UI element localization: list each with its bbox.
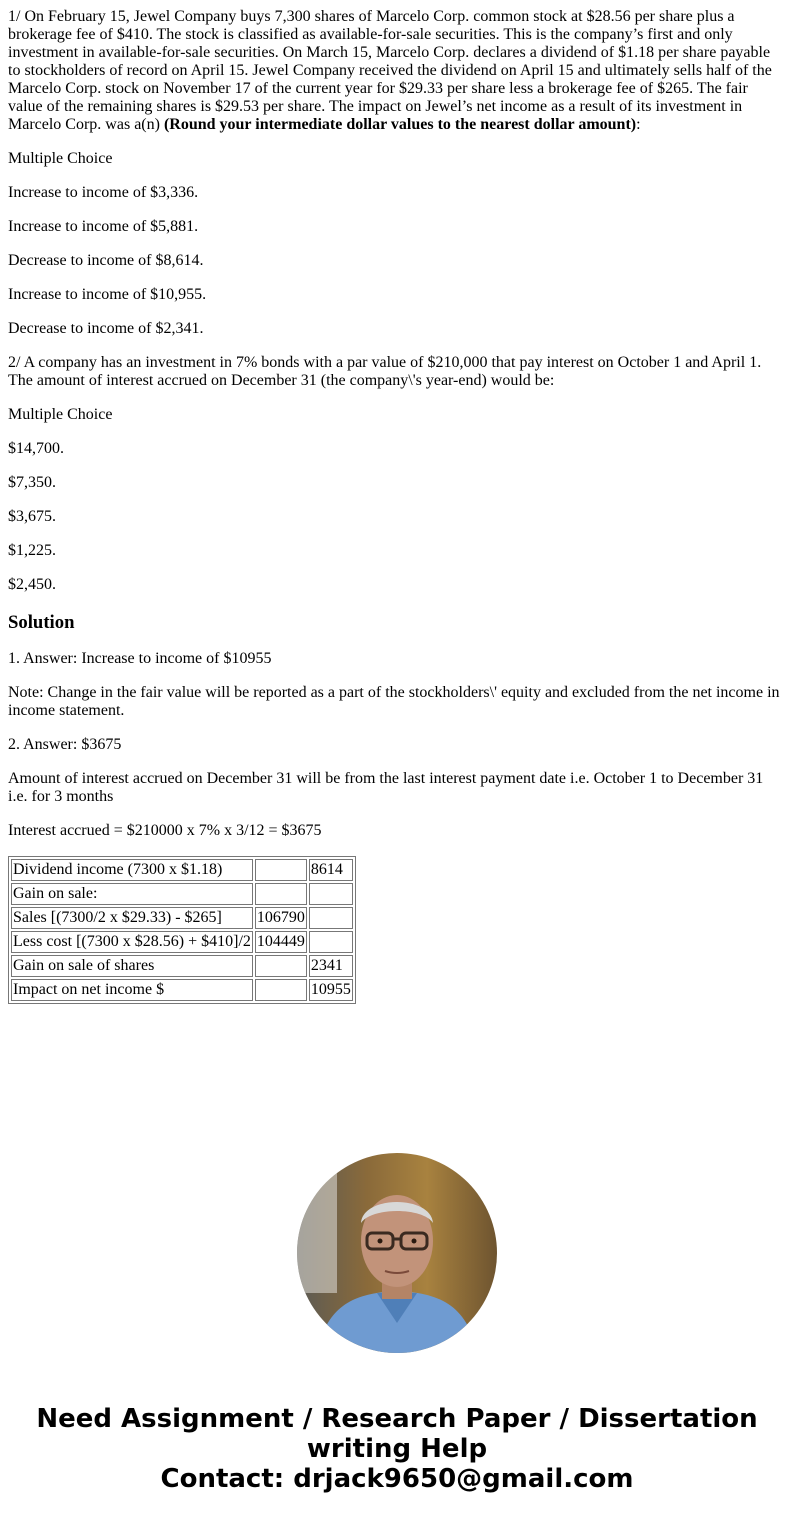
- author-photo: [297, 1153, 497, 1353]
- table-row: [11, 931, 353, 953]
- table-cell: [255, 979, 307, 1001]
- table-row: [11, 859, 353, 881]
- table-cell: Gain on sale:: [11, 883, 253, 905]
- answer-1-note: Note: Change in the fair value will be reported as a part of the stockholders\' equity and excluded from the net income in income statement.: [8, 684, 780, 719]
- contact-email: Contact: drjack9650@gmail.com: [160, 1464, 634, 1494]
- multiple-choice-label: Multiple Choice: [8, 150, 113, 167]
- table-cell: [309, 907, 353, 929]
- q1-choice: Increase to income of $3,336.: [8, 184, 199, 201]
- table-cell: 106790: [255, 907, 307, 929]
- contact-banner: [0, 1404, 794, 1494]
- q1-choice: Decrease to income of $2,341.: [8, 320, 204, 337]
- q1-choice: Decrease to income of $8,614.: [8, 252, 204, 269]
- question-2-text: 2/ A company has an investment in 7% bonds with a par value of $210,000 that pay interest on October 1 and April 1. The amount of interest accrued on December 31 (the company\'s year-end) would be:: [8, 354, 762, 389]
- q2-choice: $2,450.: [8, 576, 56, 593]
- table-cell: [309, 883, 353, 905]
- q2-choice: $3,675.: [8, 508, 56, 525]
- table-cell: Gain on sale of shares: [11, 955, 253, 977]
- table-row: [11, 955, 353, 977]
- table-cell: 8614: [309, 859, 353, 881]
- document-body: [8, 8, 786, 1004]
- answer-2: 2. Answer: $3675: [8, 736, 122, 753]
- table-cell: Sales [(7300/2 x $29.33) - $265]: [11, 907, 253, 929]
- answer-2-explanation: Amount of interest accrued on December 31 will be from the last interest payment date i.e. October 1 to December 31 i.e. for 3 months: [8, 770, 764, 805]
- banner-line: writing Help: [306, 1434, 488, 1464]
- question-1-text: 1/ On February 15, Jewel Company buys 7,300 shares of Marcelo Corp. common stock at $28.56 per share plus a brokerage fee of $410. The stock is classified as available-for-sale securities. This is the company’s first and only investment in available-for-sale securities. On March 15, Marcelo Corp. declares a dividend of $1.18 per share payable to stockholders of record on April 15. Jewel Company received the dividend on April 15 and ultimately sells half of the Marcelo Corp. stock on November 17 of the current year for $29.33 per share less a brokerage fee of $265. The fair value of the remaining shares is $29.53 per share. The impact on Jewel’s net income as a result of its investment in Marcelo Corp. was a(n) (Round your intermediate dollar values to the nearest dollar amount):: [8, 8, 772, 133]
- table-cell: Less cost [(7300 x $28.56) + $410]/2: [11, 931, 253, 953]
- table-cell: [309, 931, 353, 953]
- table-row: [11, 883, 353, 905]
- table-cell: [255, 955, 307, 977]
- multiple-choice-label: Multiple Choice: [8, 406, 113, 423]
- table-row: [11, 907, 353, 929]
- rounding-instruction: (Round your intermediate dollar values to the nearest dollar amount): [163, 116, 637, 133]
- table-cell: Impact on net income $: [11, 979, 253, 1001]
- table-cell: [255, 859, 307, 881]
- table-cell: 2341: [309, 955, 353, 977]
- portrait-image: [297, 1153, 497, 1353]
- table-cell: 10955: [309, 979, 353, 1001]
- q1-choice: Increase to income of $5,881.: [8, 218, 199, 235]
- table-row: [11, 979, 353, 1001]
- q1-choice: Increase to income of $10,955.: [8, 286, 207, 303]
- solution-heading: Solution: [8, 612, 75, 633]
- table-cell: 104449: [255, 931, 307, 953]
- answer-1: 1. Answer: Increase to income of $10955: [8, 650, 272, 667]
- q2-choice: $7,350.: [8, 474, 56, 491]
- q2-choice: $14,700.: [8, 440, 64, 457]
- banner-line: Need Assignment / Research Paper / Dissertation: [36, 1404, 758, 1434]
- table-cell: [255, 883, 307, 905]
- table-cell: Dividend income (7300 x $1.18): [11, 859, 253, 881]
- calculation-table: [8, 856, 356, 1004]
- q2-choice: $1,225.: [8, 542, 56, 559]
- interest-formula: Interest accrued = $210000 x 7% x 3/12 = $3675: [8, 822, 322, 839]
